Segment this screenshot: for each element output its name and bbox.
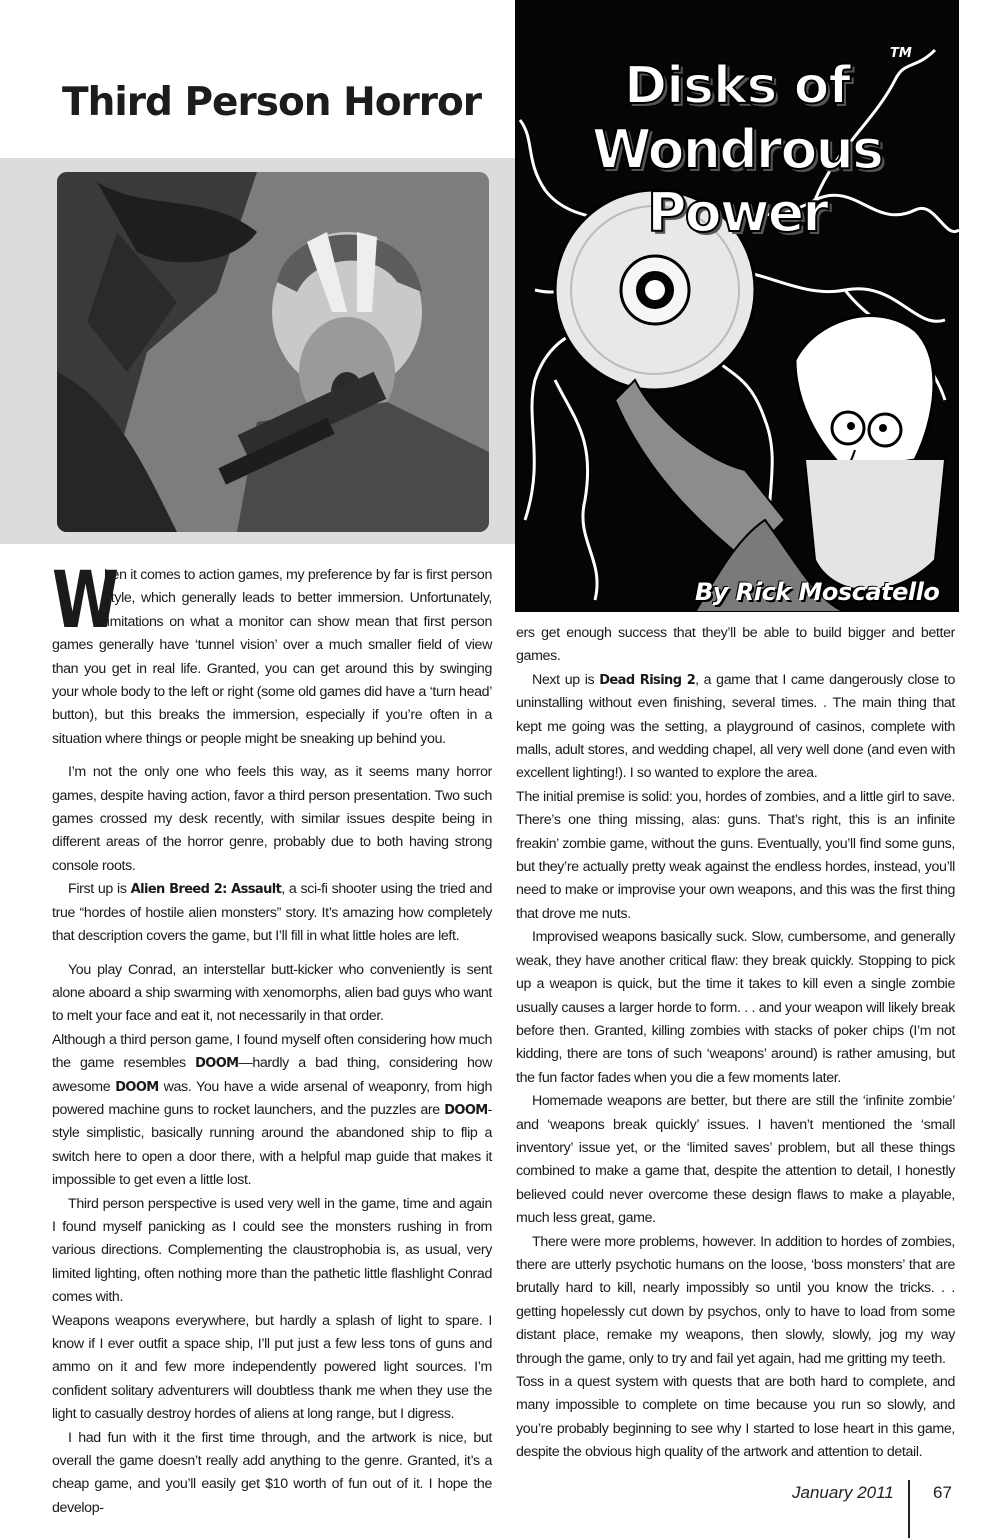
paragraph: Third person perspective is used very well in the game, time and again I found myself panicking as I could see the monsters rushing in from various directions. Complementing the claustrophobia is, as usual, very limited lighting, often nothing more than the pathetic little flashlight Conrad comes with. [52, 1195, 492, 1306]
paragraph: Toss in a quest system with quests that are both hard to complete, and many impossible to complete on time because you run so slowly, and you’re probably beginning to see why I started to lose heart in this game, despite the obvious high quality of the artwork and attention to detail. [516, 1374, 955, 1461]
paragraph: ers get enough success that they’ll be able to build bigger and better games. [516, 625, 955, 665]
game-title-dead-rising: Dead Rising 2 [599, 672, 696, 688]
paragraph: There were more problems, however. In addition to hordes of zombies, there are utterly psychotic humans on the loose, ‘boss monsters’ that are brutally hard to kill, nearly impossibly so until you know the tricks. . . getting hopelessly cut down by psychos, only to have to load from some distant place, remake my weapons, then slowly, slowly, jog my way through the game, only to try and fail yet again, had me gritting my teeth. [516, 1233, 955, 1367]
right-column [516, 622, 955, 1465]
game-title-alien-breed: Alien Breed 2: Assault [130, 882, 282, 898]
issue-date: January 2011 [792, 1483, 894, 1502]
footer-divider [908, 1480, 910, 1538]
paragraph: The initial premise is solid: you, hordes of zombies, and a little girl to save. There’s one thing missing, alas: guns. That’s right, this is an infinite freakin’ zombie game, without the guns. Eventually, you’ll find some guns, but they’re actually pretty weak against the endless hordes, instead, you’ll need to make or improvise your own weapons, and this was the first thing that drove me nuts. [516, 788, 955, 922]
alien-soldier-illustration [57, 172, 489, 532]
dropcap: W [52, 556, 119, 646]
paragraph: Improvised weapons basically suck. Slow, cumbersome, and generally weak, they have another critical flaw: they break quickly. Stopping to pick up a weapon is quick, but the time it takes to kill even a single zombie usually causes a larger horde to form. . . and your weapon will likely break before then. Granted, killing zombies with stacks of poker chips (I’m not kidding, there are tons of such ‘weapons’ around) is rather amusing, but the fun factor fades when you die a few moments later. [516, 929, 955, 1086]
paragraph-doom: Although a third person game, I found myself often considering how much the game resembles DOOM—hardly a bad thing, considering how awesome DOOM was. You have a wide arsenal of weaponry, from high powered machine guns to rocket launchers, and the puzzles are DOOM-style simplistic, basically running around the abandoned ship to flip a switch here to open a door there, with a helpful map guide that makes it impossible to get even a little lost. [52, 1031, 492, 1189]
paragraph: I’m not the only one who feels this way, as it seems many horror games, despite having action, favor a third person presentation. Two such games crossed my desk recently, with similar issues despite being in different areas of the horror genre, probably due to both having strong console roots. [52, 764, 492, 874]
paragraph: Homemade weapons are better, but there are still the ‘infinite zombie’ and ‘weapons break quickly’ issues. I haven’t mentioned the ‘small inventory’ issue yet, or the ‘limited saves’ problem, but all these things combined to make a game that, despite the attention to detail, I honestly believed could never overcome these design flaws to make a playable, much less great, game. [516, 1093, 955, 1227]
game-illustration [57, 172, 489, 532]
paragraph: Weapons weapons everywhere, but hardly a splash of light to spare. I know if I ever outfit a space ship, I’ll put just a few less tons of guns and ammo on it and few more independently powered light sources. I’m confident solitary adventurers will doubtless thank me when they use the light to casually destroy hordes of aliens at long range, but I digress. [52, 1312, 492, 1423]
paragraph: You play Conrad, an interstellar butt-kicker who conveniently is sent alone aboard a ship swarming with xenomorphs, alien bad guys who want to melt your face and eat it, not necessarily in that order. [52, 961, 492, 1025]
left-column [52, 556, 493, 1520]
banner-title-line2: Wondrous Power [591, 118, 883, 244]
banner-title-line1: Disks of [624, 56, 850, 116]
paragraph: I had fun with it the first time through, and the artwork is nice, but overall the game doesn’t really add anything to the genre. Granted, it’s a cheap game, and you’ll easily get $10 worth of fun out of it. I hope the develop- [52, 1429, 492, 1516]
intro-paragraph: W hen it comes to action games, my preference by far is first person style, which generally leads to better immersion. Unfortunately, limitations on what a monitor can show mean that first person games generally have ‘tunnel vision’ over a much smaller field of view than you get in real life. Granted, you can get around this by swinging your whole body to the left or right (some old games did have a ‘turn head’ button), but this breaks the immersion, especially if you’re often in a situation where things or people might be sneaking up behind you. [52, 556, 492, 747]
trademark-mark: TM [890, 46, 912, 61]
article-title: Third Person Horror [62, 80, 482, 125]
byline: By Rick Moscatello [695, 578, 940, 606]
page-number: 67 [933, 1483, 952, 1502]
paragraph-alien-breed: First up is Alien Breed 2: Assault, a sci-fi shooter using the tried and true “hordes of hostile alien monsters” story. It’s amazing how completely that description covers the game, but I’ll fill in what little holes are left. [52, 881, 493, 945]
paragraph-dead-rising: Next up is Dead Rising 2, a game that I came dangerously close to uninstalling without even finishing, several times. . The main thing that kept me going was the setting, a playground of casinos, complete with malls, adult stores, and wedding chapel, all very well done (and even with excellent lighting!). I so wanted to explore the area. [516, 671, 955, 782]
